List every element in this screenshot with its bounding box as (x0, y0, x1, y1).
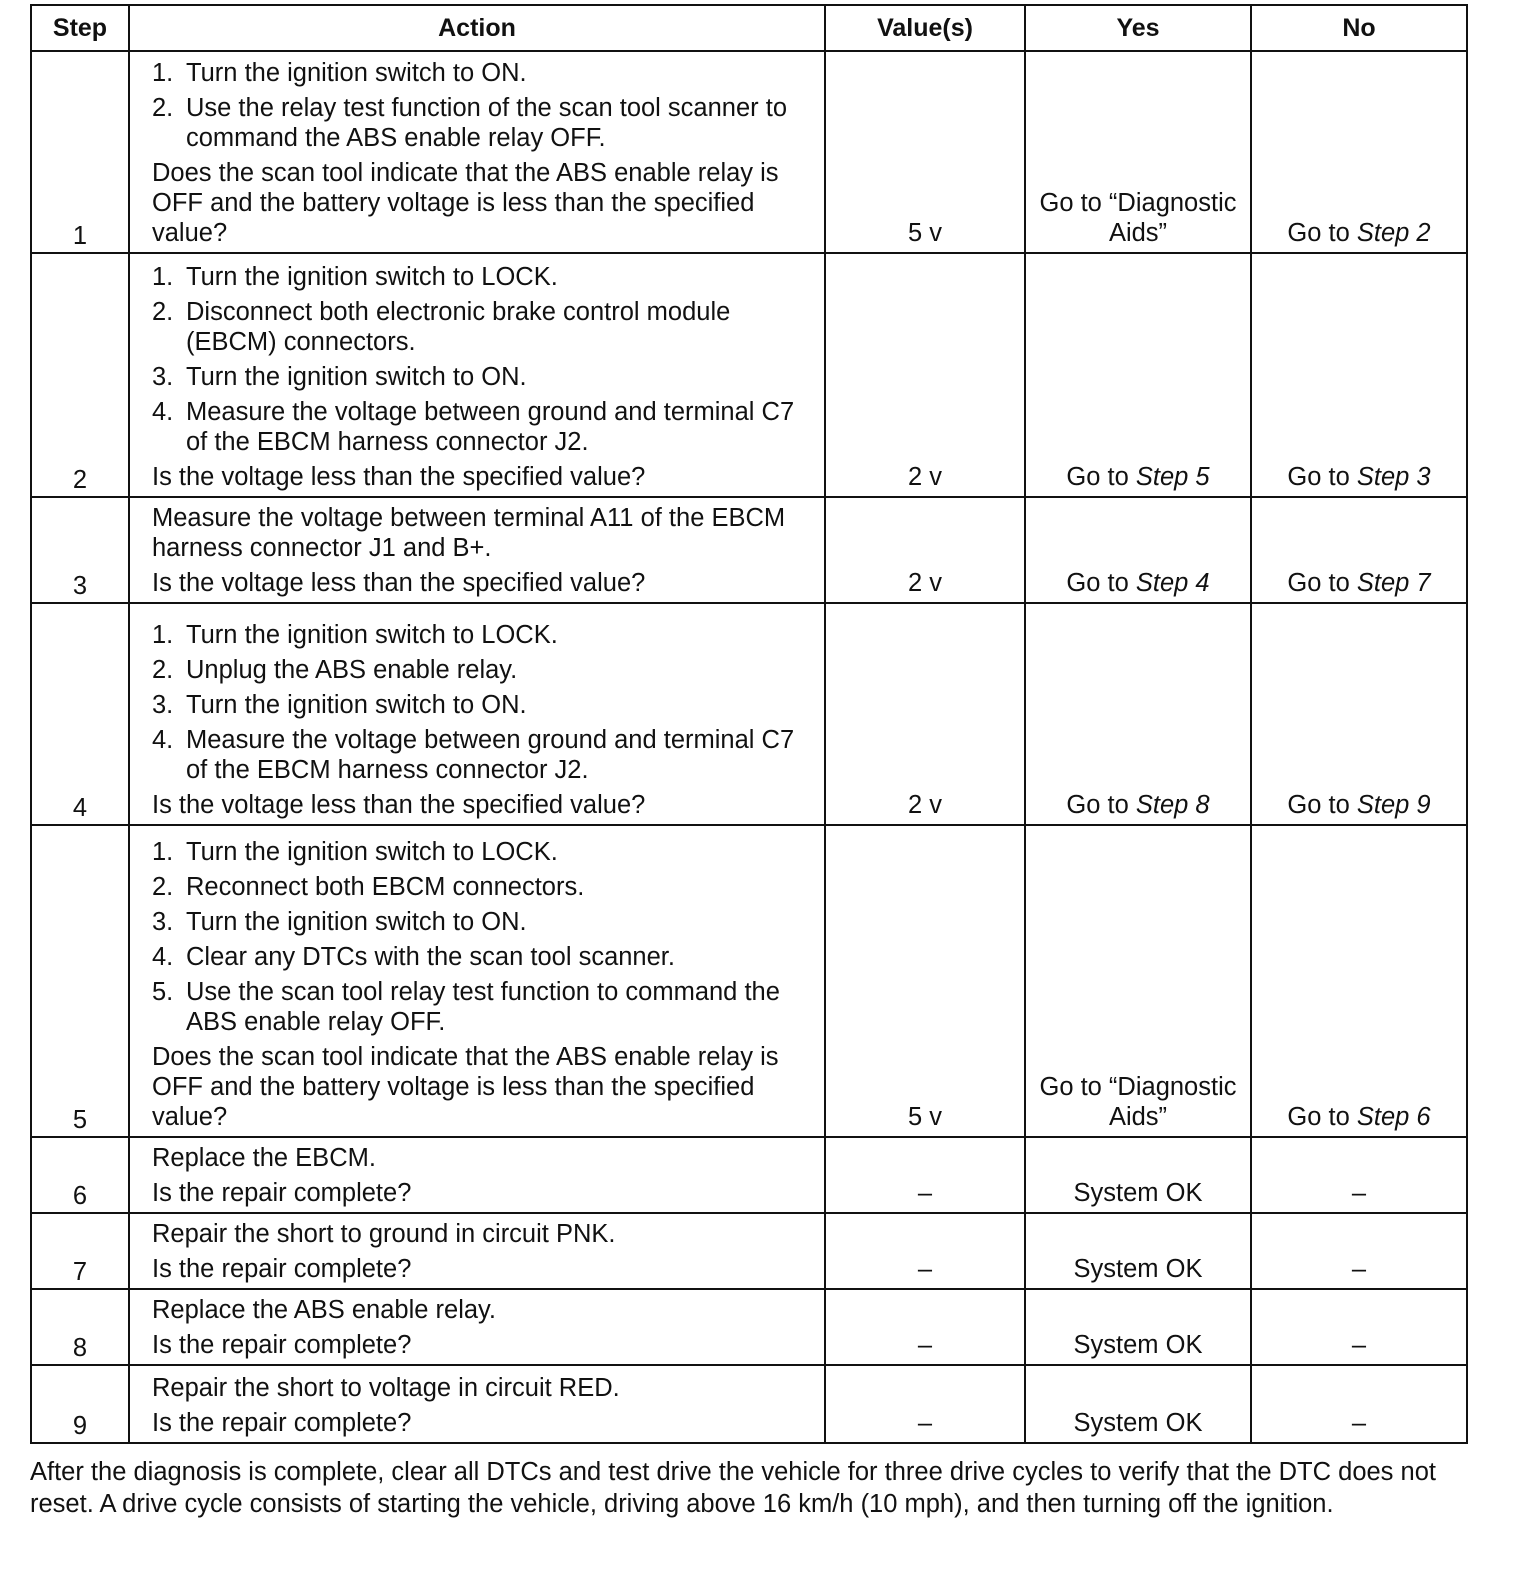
yes-cell (1025, 1213, 1251, 1289)
value-cell: – (825, 1213, 1025, 1289)
step-number: 5 (31, 825, 129, 1137)
yes-text: Go to (1066, 463, 1136, 491)
action-item-text: Use the relay test function of the scan tool scanner to command the ABS enable relay OFF. (186, 94, 788, 152)
no-text: – (1351, 1409, 1367, 1437)
yes-text: Go to “Diagnostic Aids” (1039, 1073, 1237, 1131)
value-cell: – (825, 1289, 1025, 1365)
action-list (152, 837, 814, 1037)
action-item-number: 1. (152, 59, 174, 87)
action-list-item (152, 690, 814, 720)
action-list-item (152, 397, 814, 457)
yes-cell (1025, 497, 1251, 603)
yes-cell (1025, 1289, 1251, 1365)
action-item-number: 1. (152, 838, 174, 866)
action-list (152, 620, 814, 785)
diagnostic-table (30, 4, 1468, 1444)
table-row (31, 1289, 1467, 1365)
action-cell (129, 1289, 825, 1365)
no-cell (1251, 51, 1467, 253)
action-list-item (152, 262, 814, 292)
step-number: 9 (31, 1365, 129, 1443)
action-item-number: 1. (152, 263, 174, 291)
action-list-item (152, 977, 814, 1037)
action-list-item (152, 837, 814, 867)
action-item-number: 3. (152, 908, 174, 936)
action-item-text: Turn the ignition switch to LOCK. (186, 621, 558, 649)
value-cell: – (825, 1137, 1025, 1213)
step-number: 8 (31, 1289, 129, 1365)
yes-cell (1025, 1365, 1251, 1443)
action-list-item (152, 93, 814, 153)
no-cell (1251, 1137, 1467, 1213)
action-item-number: 4. (152, 943, 174, 971)
value-cell: 5 v (825, 825, 1025, 1137)
yes-step-ref: Step 4 (1135, 569, 1210, 597)
step-number: 6 (31, 1137, 129, 1213)
header-step: Step (31, 5, 129, 51)
no-step-ref: Step 7 (1356, 569, 1431, 597)
action-text: Replace the ABS enable relay. (152, 1296, 497, 1324)
table-row (31, 1137, 1467, 1213)
yes-text: Go to “Diagnostic Aids” (1039, 189, 1237, 247)
no-step-ref: Step 2 (1356, 219, 1431, 247)
table-row (31, 51, 1467, 253)
step-number: 1 (31, 51, 129, 253)
action-question: Is the voltage less than the specified value? (152, 569, 646, 597)
value-cell: 2 v (825, 603, 1025, 825)
yes-cell (1025, 253, 1251, 497)
yes-text: System OK (1073, 1255, 1203, 1283)
action-question: Does the scan tool indicate that the ABS enable relay is OFF and the battery voltage is less than the specified value? (152, 1043, 779, 1131)
yes-cell (1025, 825, 1251, 1137)
action-item-text: Unplug the ABS enable relay. (186, 656, 518, 684)
action-item-text: Turn the ignition switch to ON. (186, 908, 527, 936)
action-cell (129, 1365, 825, 1443)
table-row (31, 497, 1467, 603)
step-number: 4 (31, 603, 129, 825)
action-list-item (152, 725, 814, 785)
yes-cell (1025, 603, 1251, 825)
header-values: Value(s) (825, 5, 1025, 51)
yes-cell (1025, 51, 1251, 253)
action-list-item (152, 872, 814, 902)
action-question: Is the voltage less than the specified value? (152, 463, 646, 491)
table-row (31, 1365, 1467, 1443)
action-item-text: Clear any DTCs with the scan tool scanner. (186, 943, 675, 971)
yes-text: System OK (1073, 1179, 1203, 1207)
no-text: Go to (1287, 569, 1357, 597)
action-item-number: 1. (152, 621, 174, 649)
yes-step-ref: Step 8 (1135, 791, 1210, 819)
action-list (152, 58, 814, 153)
action-question: Is the repair complete? (152, 1179, 412, 1207)
no-cell (1251, 1289, 1467, 1365)
action-text: Repair the short to voltage in circuit RED. (152, 1374, 620, 1402)
footer-note: After the diagnosis is complete, clear all DTCs and test drive the vehicle for three drive cycles to verify that the DTC does not reset. A drive cycle consists of starting the vehicle, driving above 16 km/h (10 mph), and then turning off the ignition. (30, 1458, 1436, 1518)
action-item-number: 3. (152, 363, 174, 391)
action-item-text: Measure the voltage between ground and terminal C7 of the EBCM harness connector J2. (186, 398, 795, 456)
action-item-number: 2. (152, 873, 174, 901)
action-cell (129, 603, 825, 825)
action-cell (129, 51, 825, 253)
action-cell (129, 825, 825, 1137)
action-cell (129, 1137, 825, 1213)
action-list-item (152, 362, 814, 392)
action-item-number: 2. (152, 94, 174, 122)
table-row (31, 1213, 1467, 1289)
table-row (31, 253, 1467, 497)
header-action: Action (129, 5, 825, 51)
yes-text: System OK (1073, 1331, 1203, 1359)
action-item-number: 4. (152, 398, 174, 426)
yes-text: System OK (1073, 1409, 1203, 1437)
no-cell (1251, 825, 1467, 1137)
action-question: Is the repair complete? (152, 1331, 412, 1359)
action-cell (129, 1213, 825, 1289)
no-cell (1251, 497, 1467, 603)
action-question: Is the repair complete? (152, 1409, 412, 1437)
action-item-text: Turn the ignition switch to LOCK. (186, 838, 558, 866)
action-question: Is the repair complete? (152, 1255, 412, 1283)
no-cell (1251, 253, 1467, 497)
yes-cell (1025, 1137, 1251, 1213)
no-cell (1251, 1365, 1467, 1443)
value-cell: 2 v (825, 497, 1025, 603)
action-item-text: Turn the ignition switch to ON. (186, 691, 527, 719)
no-text: Go to (1287, 791, 1357, 819)
action-item-text: Use the scan tool relay test function to command the ABS enable relay OFF. (186, 978, 780, 1036)
action-item-number: 4. (152, 726, 174, 754)
action-list-item (152, 655, 814, 685)
yes-text: Go to (1066, 569, 1136, 597)
step-number: 7 (31, 1213, 129, 1289)
step-number: 3 (31, 497, 129, 603)
action-text: Measure the voltage between terminal A11 of the EBCM harness connector J1 and B+. (152, 504, 786, 562)
no-text: – (1351, 1255, 1367, 1283)
no-cell (1251, 603, 1467, 825)
value-cell: – (825, 1365, 1025, 1443)
action-question: Is the voltage less than the specified value? (152, 791, 646, 819)
no-text: – (1351, 1331, 1367, 1359)
action-item-text: Measure the voltage between ground and terminal C7 of the EBCM harness connector J2. (186, 726, 795, 784)
header-no: No (1251, 5, 1467, 51)
value-cell: 5 v (825, 51, 1025, 253)
no-step-ref: Step 6 (1356, 1103, 1431, 1131)
action-list-item (152, 58, 814, 88)
no-text: Go to (1287, 1103, 1357, 1131)
table-row (31, 603, 1467, 825)
no-text: – (1351, 1179, 1367, 1207)
action-item-number: 2. (152, 298, 174, 326)
action-cell (129, 497, 825, 603)
header-yes: Yes (1025, 5, 1251, 51)
no-step-ref: Step 9 (1356, 791, 1431, 819)
action-list-item (152, 297, 814, 357)
yes-text: Go to (1066, 791, 1136, 819)
action-text: Replace the EBCM. (152, 1144, 376, 1172)
action-list (152, 262, 814, 457)
no-text: Go to (1287, 463, 1357, 491)
step-number: 2 (31, 253, 129, 497)
action-item-text: Disconnect both electronic brake control module (EBCM) connectors. (186, 298, 731, 356)
action-text: Repair the short to ground in circuit PNK. (152, 1220, 616, 1248)
action-question: Does the scan tool indicate that the ABS enable relay is OFF and the battery voltage is less than the specified value? (152, 159, 779, 247)
table-row (31, 825, 1467, 1137)
action-cell (129, 253, 825, 497)
action-item-text: Reconnect both EBCM connectors. (186, 873, 585, 901)
table-header-row (31, 5, 1467, 51)
no-cell (1251, 1213, 1467, 1289)
action-list-item (152, 620, 814, 650)
action-item-number: 5. (152, 978, 174, 1006)
value-cell: 2 v (825, 253, 1025, 497)
no-step-ref: Step 3 (1356, 463, 1431, 491)
action-item-text: Turn the ignition switch to ON. (186, 59, 527, 87)
action-item-number: 3. (152, 691, 174, 719)
no-text: Go to (1287, 219, 1357, 247)
action-list-item (152, 907, 814, 937)
action-list-item (152, 942, 814, 972)
yes-step-ref: Step 5 (1135, 463, 1210, 491)
action-item-text: Turn the ignition switch to ON. (186, 363, 527, 391)
action-item-number: 2. (152, 656, 174, 684)
action-item-text: Turn the ignition switch to LOCK. (186, 263, 558, 291)
